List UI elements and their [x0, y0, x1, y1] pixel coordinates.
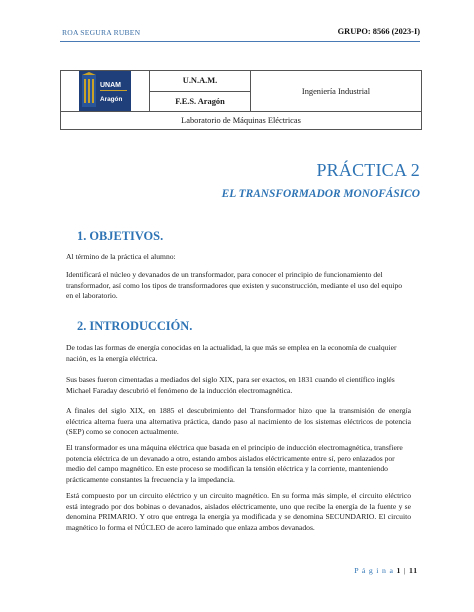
author-name: ROA SEGURA RUBEN — [62, 28, 141, 37]
faculty-cell: F.E.S. Aragón — [150, 91, 251, 112]
page-label: P á g i n a — [354, 566, 394, 575]
paragraph: Al término de la práctica el alumno: — [66, 252, 176, 261]
lab-cell: Laboratorio de Máquinas Eléctricas — [61, 112, 422, 130]
page-separator: | — [401, 566, 410, 575]
logo-cell — [61, 71, 150, 112]
paragraph: El transformador es una máquina eléctrica que basada en el principio de inducción electromagnética, transfiere potencia eléctrica de un devanado a otro, estando ambos aislados eléctricamente entre sí, pero enlazados por medio del campo magnético. En este proceso se modifican la tensión eléctrica y la corriente, manteniendo prácticamente constantes la frecuencia y la impedancia. — [66, 443, 403, 484]
paragraph: A finales del siglo XIX, en 1885 el descubrimiento del Transformador hizo que la transmisión de energía eléctrica alterna fuera una alternativa práctica, dando paso al nacimiento de los sistemas eléctricos de potencia (SEP) como se conocen actualmente. — [66, 406, 411, 437]
group-label: GRUPO: 8566 (2023-I) — [337, 27, 420, 36]
logo-line-2: Aragón — [100, 96, 123, 103]
unam-aragon-logo-icon — [79, 71, 131, 111]
page-number — [354, 566, 418, 575]
paragraph: Sus bases fueron cimentadas a mediados del siglo XIX, para ser exactos, en 1831 cuando el científico inglés Michael Faraday descubrió el fenómeno de la inducción electromagnética. — [66, 375, 395, 395]
header-divider — [60, 41, 420, 42]
institution-table — [60, 70, 422, 130]
section-heading-introduccion: 2. INTRODUCCIÓN. — [77, 319, 193, 333]
paragraph: Está compuesto por un circuito eléctrico y un circuito magnético. En su forma más simple, el circuito eléctrico está integrado por dos bobinas o devanados, aislados eléctricamente, uno que recibe la energía de la fuente y se denomina PRIMARIO. Y otro que entrega la energía ya modificada y se denomina SECUNDARIO. El circuito magnético lo forma el NÚCLEO de acero laminado que enlaza ambos devanados. — [66, 491, 411, 532]
page-subtitle: EL TRANSFORMADOR MONOFÁSICO — [221, 188, 420, 200]
page-title: PRÁCTICA 2 — [316, 160, 420, 180]
page-current: 1 — [396, 566, 402, 575]
paragraph: De todas las formas de energía conocidas en la actualidad, la que más se emplea en la economía de cualquier nación, es la energía eléctrica. — [66, 343, 397, 363]
logo-line-1: UNAM — [100, 82, 121, 89]
program-cell: Ingeniería Industrial — [251, 71, 422, 112]
university-cell: U.N.A.M. — [150, 71, 251, 92]
section-heading-objetivos: 1. OBJETIVOS. — [77, 229, 164, 243]
page-total: 11 — [409, 566, 418, 575]
paragraph: Identificará el núcleo y devanados de un transformador, para conocer el principio de funcionamiento del transformador, así como los tipos de transformadores que existen y suconstrucción, mediante el uso del equipo en el laboratorio. — [66, 270, 403, 301]
